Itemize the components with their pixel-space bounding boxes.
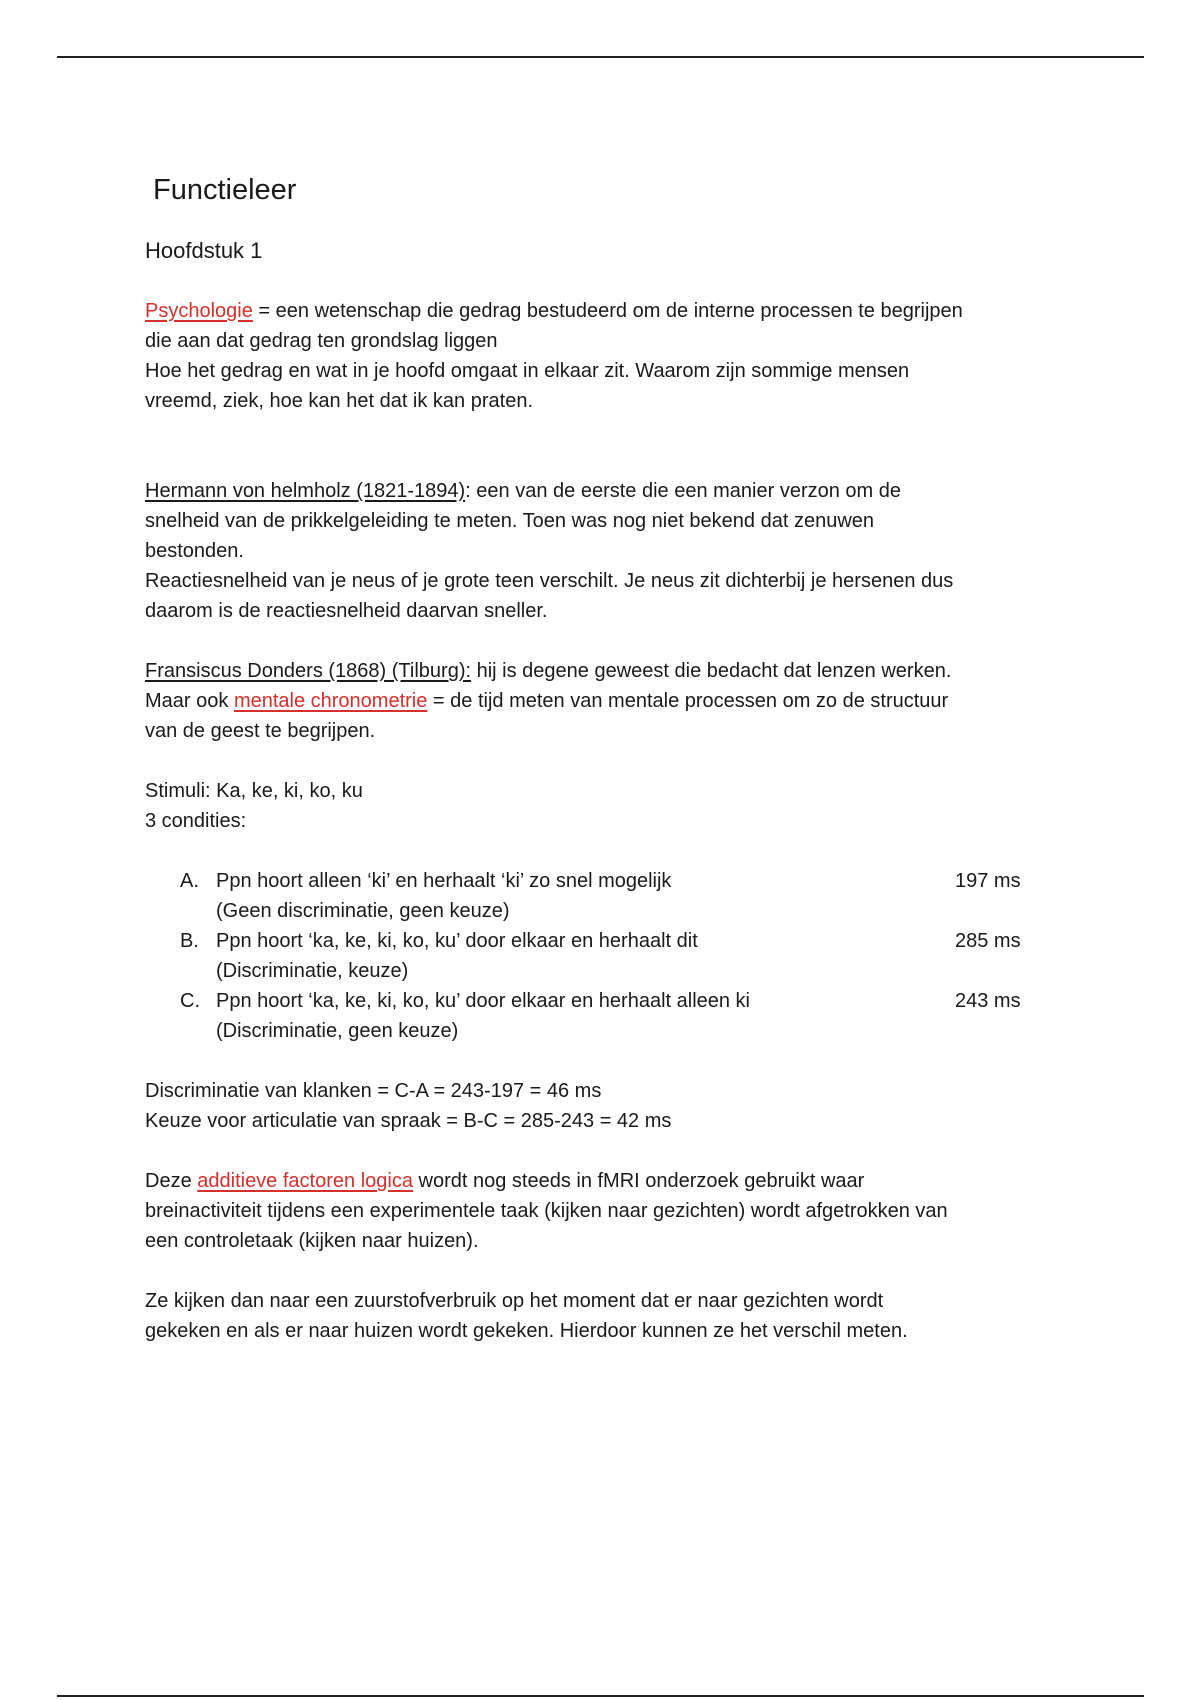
document-title: Functieleer (153, 174, 297, 206)
chronometry-term: mentale chronometrie (233, 690, 428, 712)
donders-text: hij is degene geweest die bedacht dat lenzen werken. (471, 660, 952, 682)
condition-item-a (180, 866, 1075, 926)
helmholz-name: Hermann von helmholz (1821-1894) (145, 480, 466, 502)
helmholz-line-1 (145, 476, 1075, 506)
additive-line-1 (145, 1166, 1075, 1196)
helmholz-text: : een van de eerste die een manier verzon om de (465, 480, 902, 502)
stimuli-block (145, 776, 1075, 836)
additive-term: additieve factoren logica (197, 1170, 413, 1192)
donders-line-2 (145, 686, 1075, 716)
document-body (145, 170, 1075, 1346)
calculations-block (145, 1076, 1075, 1136)
psychology-term: Psychologie (145, 300, 253, 322)
stimuli-line: Stimuli: Ka, ke, ki, ko, ku (145, 780, 363, 802)
condition-text (216, 986, 955, 1046)
condition-description: Ppn hoort ‘ka, ke, ki, ko, ku’ door elkaar en herhaalt alleen ki (216, 990, 751, 1012)
condition-description: Ppn hoort ‘ka, ke, ki, ko, ku’ door elkaar en herhaalt dit (216, 930, 698, 952)
condition-item-c (180, 986, 1075, 1046)
condition-time: 243 ms (955, 990, 1021, 1012)
chapter-heading: Hoofdstuk 1 (145, 238, 263, 263)
additive-prefix: Deze (145, 1170, 198, 1192)
psychology-line-2: die aan dat gedrag ten grondslag liggen (145, 330, 498, 352)
additive-line-3: een controletaak (kijken naar huizen). (145, 1230, 479, 1252)
donders-line-1 (145, 656, 1075, 686)
condition-time: 285 ms (955, 930, 1021, 952)
psychology-note-line-2: vreemd, ziek, hoe kan het dat ik kan praten. (145, 390, 533, 412)
top-rule (57, 56, 1144, 58)
donders-line-3: van de geest te begrijpen. (145, 720, 376, 742)
additive-line-2: breinactiviteit tijdens een experimentele taak (kijken naar gezichten) wordt afgetrokken van (145, 1200, 948, 1222)
conditions-list (145, 866, 1075, 1046)
psychology-definition-text: = een wetenschap die gedrag bestudeerd om de interne processen te begrijpen (252, 300, 963, 322)
additive-suffix: wordt nog steeds in fMRI onderzoek gebruikt waar (412, 1170, 865, 1192)
calculation-line-2: Keuze voor articulatie van spraak = B-C = 285-243 = 42 ms (145, 1110, 672, 1132)
condition-text (216, 926, 955, 986)
psychology-definition (145, 296, 1075, 416)
additive-paragraph (145, 1166, 1075, 1256)
condition-letter: B. (180, 930, 199, 952)
psychology-note-line-1: Hoe het gedrag en wat in je hoofd omgaat in elkaar zit. Waarom zijn sommige mensen (145, 360, 910, 382)
condition-text (216, 866, 955, 926)
helmholz-line-2: snelheid van de prikkelgeleiding te meten. Toen was nog niet bekend dat zenuwen (145, 510, 875, 532)
donders-line-2-prefix: Maar ook (145, 690, 234, 712)
helmholz-note-line-1: Reactiesnelheid van je neus of je grote teen verschilt. Je neus zit dichterbij je hersenen dus (145, 570, 954, 592)
condition-item-b (180, 926, 1075, 986)
condition-letter: A. (180, 870, 199, 892)
bottom-rule (57, 1695, 1144, 1697)
donders-name: Fransiscus Donders (1868) (Tilburg): (145, 660, 472, 682)
oxygen-line-1: Ze kijken dan naar een zuurstofverbruik op het moment dat er naar gezichten wordt (145, 1290, 884, 1312)
calculation-line-1: Discriminatie van klanken = C-A = 243-197 = 46 ms (145, 1080, 602, 1102)
conditions-intro: 3 condities: (145, 810, 247, 832)
helmholz-paragraph (145, 476, 1075, 626)
condition-sub: (Discriminatie, geen keuze) (216, 1020, 459, 1042)
helmholz-note-line-2: daarom is de reactiesnelheid daarvan sneller. (145, 600, 548, 622)
oxygen-line-2: gekeken en als er naar huizen wordt gekeken. Hierdoor kunnen ze het verschil meten. (145, 1320, 908, 1342)
oxygen-paragraph (145, 1286, 1075, 1346)
psychology-line-1 (145, 296, 1075, 326)
condition-sub: (Geen discriminatie, geen keuze) (216, 900, 510, 922)
donders-line-2-suffix: = de tijd meten van mentale processen om zo de structuur (427, 690, 949, 712)
donders-paragraph (145, 656, 1075, 746)
condition-description: Ppn hoort alleen ‘ki’ en herhaalt ‘ki’ zo snel mogelijk (216, 870, 672, 892)
condition-letter: C. (180, 990, 200, 1012)
condition-sub: (Discriminatie, keuze) (216, 960, 409, 982)
condition-time: 197 ms (955, 870, 1021, 892)
helmholz-line-3: bestonden. (145, 540, 244, 562)
